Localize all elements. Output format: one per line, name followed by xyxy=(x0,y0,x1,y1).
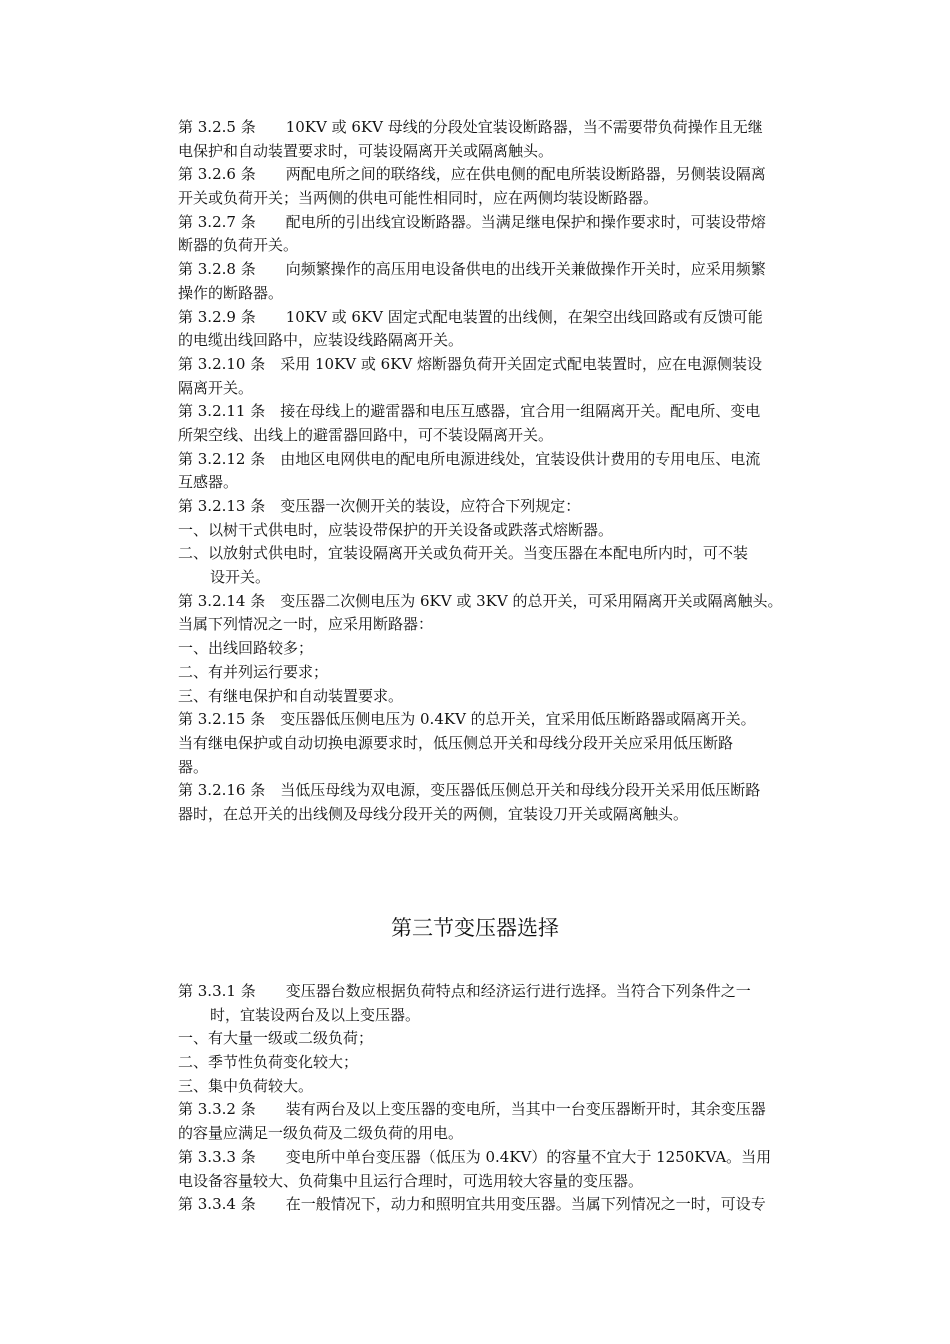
text-line: 二、有并列运行要求； xyxy=(178,662,329,681)
text-line: 一、有大量一级或二级负荷； xyxy=(178,1029,374,1048)
text-line: 第 3.2.16 条 当低压母线为双电源，变压器低压侧总开关和母线分段开关采用低压断路 xyxy=(178,781,761,800)
text-line: 第 3.2.12 条 由地区电网供电的配电所电源进线处，宜装设供计费用的专用电压、电流 xyxy=(178,449,761,468)
text-line: 第 3.2.9 条 10KV 或 6KV 固定式配电装置的出线侧，在架空出线回路或有反馈可能 xyxy=(178,307,763,326)
text-line: 电保护和自动装置要求时，可装设隔离开关或隔离触头。 xyxy=(178,141,554,160)
text-line: 二、季节性负荷变化较大； xyxy=(178,1053,359,1072)
text-line: 当有继电保护或自动切换电源要求时，低压侧总开关和母线分段开关应采用低压断路 xyxy=(178,733,734,752)
text-line: 互感器。 xyxy=(178,473,239,492)
text-line: 三、有继电保护和自动装置要求。 xyxy=(178,686,404,705)
text-line: 设开关。 xyxy=(210,568,271,587)
text-line: 第 3.2.10 条 采用 10KV 或 6KV 熔断器负荷开关固定式配电装置时，应在电源侧装设 xyxy=(178,354,763,373)
text-line: 的电缆出线回路中，应装设线路隔离开关。 xyxy=(178,331,464,350)
text-line: 第 3.2.5 条 10KV 或 6KV 母线的分段处宜装设断路器，当不需要带负荷操作且无继 xyxy=(178,118,763,136)
text-line: 器。 xyxy=(178,757,209,776)
section-3-2-body xyxy=(178,116,808,827)
text-line: 开关或负荷开关；当两侧的供电可能性相同时，应在两侧均装设断路器。 xyxy=(178,189,659,208)
text-line: 一、以树干式供电时，应装设带保护的开关设备或跌落式熔断器。 xyxy=(178,520,614,539)
text-line: 的容量应满足一级负荷及二级负荷的用电。 xyxy=(178,1124,464,1143)
text-line: 第 3.2.7 条 配电所的引出线宜设断路器。当满足继电保护和操作要求时，可装设带熔 xyxy=(178,212,766,231)
text-line: 第 3.3.3 条 变电所中单台变压器（低压为 0.4KV）的容量不宜大于 1250KVA。当用 xyxy=(178,1147,772,1166)
text-line: 电设备容量较大、负荷集中且运行合理时，可选用较大容量的变压器。 xyxy=(178,1171,644,1190)
text-line: 操作的断路器。 xyxy=(178,283,284,302)
text-line: 第 3.3.1 条 变压器台数应根据负荷特点和经济运行进行选择。当符合下列条件之一 xyxy=(178,982,751,1000)
text-line: 二、以放射式供电时，宜装设隔离开关或负荷开关。当变压器在本配电所内时，可不装 xyxy=(178,544,749,563)
text-line: 第 3.3.4 条 在一般情况下，动力和照明宜共用变压器。当属下列情况之一时，可设专 xyxy=(178,1195,766,1214)
text-line: 隔离开关。 xyxy=(178,378,254,397)
text-line: 三、集中负荷较大。 xyxy=(178,1076,314,1095)
text-line: 第 3.2.14 条 变压器二次侧电压为 6KV 或 3KV 的总开关，可采用隔离开关或隔离触头。 xyxy=(178,591,783,610)
text-line: 器时，在总开关的出线侧及母线分段开关的两侧，宜装设刀开关或隔离触头。 xyxy=(178,804,689,823)
section-3-3-body xyxy=(178,980,808,1217)
text-line: 第 3.2.8 条 向频繁操作的高压用电设备供电的出线开关兼做操作开关时，应采用频繁 xyxy=(178,260,766,279)
text-line: 第 3.2.15 条 变压器低压侧电压为 0.4KV 的总开关，宜采用低压断路器或隔离开关。 xyxy=(178,710,756,729)
text-line: 第 3.2.11 条 接在母线上的避雷器和电压互感器，宜合用一组隔离开关。配电所、变电 xyxy=(178,402,761,421)
section-heading: 第三节变压器选择 xyxy=(391,916,559,940)
text-line: 断器的负荷开关。 xyxy=(178,236,299,255)
text-line: 所架空线、出线上的避雷器回路中，可不装设隔离开关。 xyxy=(178,425,554,444)
text-line: 时，宜装设两台及以上变压器。 xyxy=(210,1005,421,1024)
text-line: 一、出线回路较多； xyxy=(178,639,314,658)
text-line: 第 3.2.13 条 变压器一次侧开关的装设，应符合下列规定： xyxy=(178,497,581,515)
text-line: 第 3.2.6 条 两配电所之间的联络线，应在供电侧的配电所装设断路器，另侧装设隔离 xyxy=(178,165,766,184)
text-line: 当属下列情况之一时，应采用断路器： xyxy=(178,615,434,634)
text-line: 第 3.3.2 条 装有两台及以上变压器的变电所，当其中一台变压器断开时，其余变压器 xyxy=(178,1100,766,1119)
